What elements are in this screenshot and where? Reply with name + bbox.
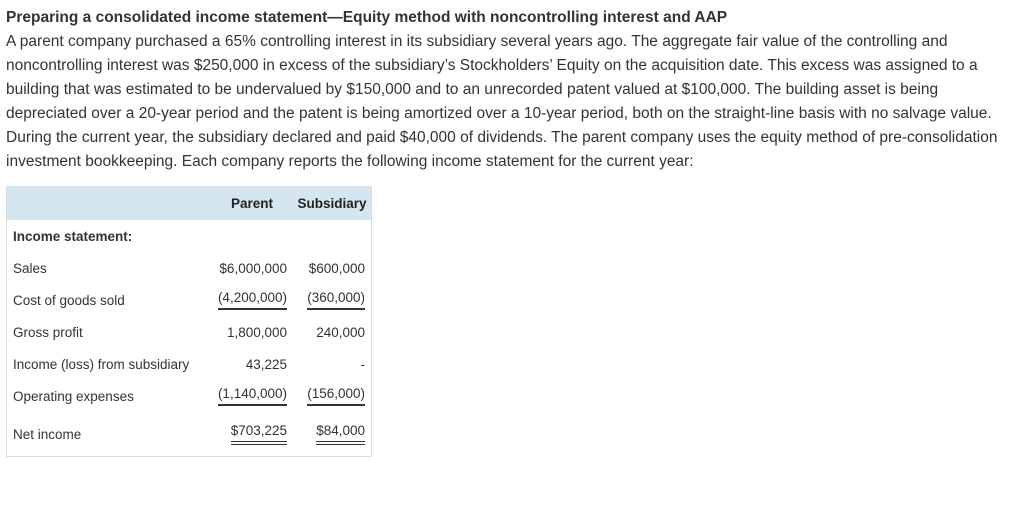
table-row-net-income (7, 412, 371, 456)
parent-value: 1,800,000 (226, 324, 287, 340)
problem-title: Preparing a consolidated income statement—Equity method with noncontrolling interest and AAP (6, 9, 728, 26)
table-header-row (7, 186, 371, 220)
parent-value: (1,140,000) (218, 386, 287, 406)
section-row (7, 220, 371, 252)
section-label: Income statement: (13, 228, 133, 244)
income-statement-table (7, 186, 371, 456)
subsidiary-value: $84,000 (316, 423, 365, 445)
row-label: Sales (13, 260, 47, 276)
parent-value: $703,225 (231, 423, 287, 445)
table-row-income-from-subsidiary (7, 348, 371, 380)
table-row-sales (7, 252, 371, 284)
table-row-cogs (7, 284, 371, 316)
subsidiary-value: $600,000 (308, 260, 365, 276)
subsidiary-value: (156,000) (307, 386, 365, 406)
subsidiary-value: (360,000) (307, 290, 365, 310)
header-parent: Parent (211, 186, 293, 220)
row-label: Cost of goods sold (13, 292, 125, 308)
row-label: Income (loss) from subsidiary (13, 356, 190, 372)
subsidiary-value: 240,000 (316, 324, 365, 340)
problem-paragraph: A parent company purchased a 65% controlling interest in its subsidiary several years ago. The aggregate fair value of the controlling and noncontrolling interest was $250,000 in excess of the subsidiary’s Stockholders’ Equity on the acquisition date. This excess was assigned to a building that was estimated to be undervalued by $150,000 and to an unrecorded patent valued at $100,000. The building asset is being depreciated over a 20-year period and the patent is being amortized over a 10-year period, both on the straight-line basis with no salvage value. During the current year, the subsidiary declared and paid $40,000 of dividends. The parent company uses the equity method of pre-consolidation investment bookkeeping. Each company reports the following income statement for the current year: (6, 33, 998, 170)
header-subsidiary: Subsidiary (293, 186, 371, 220)
income-statement-table-wrapper (6, 186, 372, 457)
table-row-operating-expenses (7, 380, 371, 412)
parent-value: $6,000,000 (219, 260, 287, 276)
row-label: Net income (13, 426, 82, 442)
subsidiary-value: - (360, 356, 365, 372)
row-label: Gross profit (13, 324, 83, 340)
parent-value: (4,200,000) (218, 290, 287, 310)
row-label: Operating expenses (13, 388, 134, 404)
parent-value: 43,225 (245, 356, 287, 372)
table-row-gross-profit (7, 316, 371, 348)
header-blank (7, 186, 211, 220)
